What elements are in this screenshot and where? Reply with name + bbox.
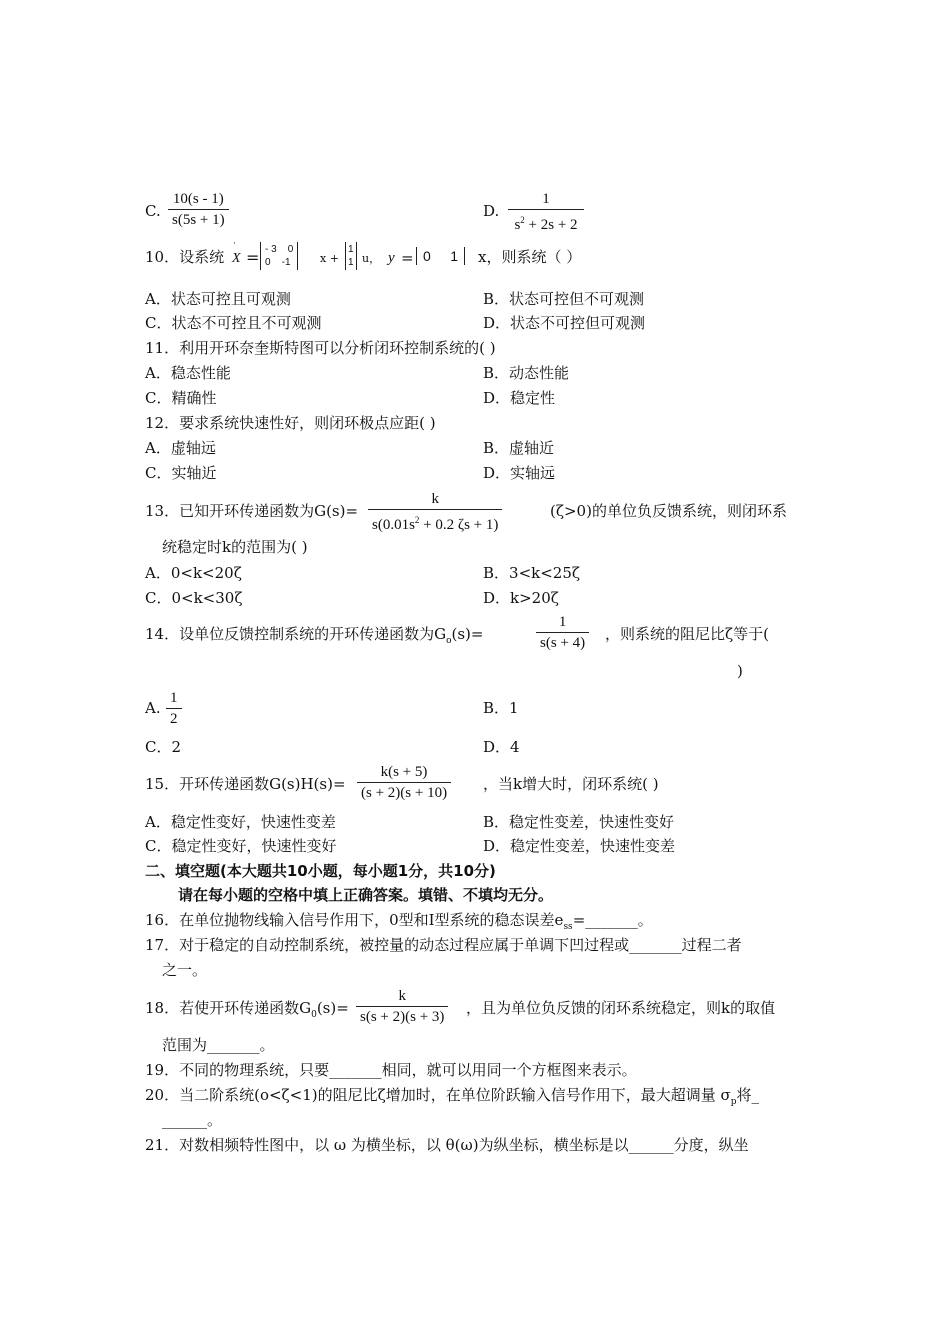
q21-text: 21．对数相频特性图中，以 ω 为横坐标，以 θ(ω)为纵坐标，横坐标是以______分度，纵坐 (145, 1136, 749, 1154)
q14-option-a-fraction (166, 688, 182, 729)
q10-option-a: A．状态可控且可观测 (145, 290, 291, 308)
q10-x-plus: x + (320, 252, 339, 265)
q14-prefix: 14．设单位反馈控制系统的开环传递函数为$G_o(s)=$ (145, 625, 484, 646)
q10-option-c: C．状态不可控且不可观测 (145, 314, 322, 332)
q10-dot: ˙ (232, 242, 237, 253)
q10-u: u， (362, 252, 381, 265)
q11-option-a: A．稳态性能 (145, 364, 231, 382)
q13-continuation: 统稳定时k的范围为( ) (162, 538, 308, 556)
q9-option-c-label: C. (145, 202, 161, 220)
q13-option-d: D．k>20ζ (483, 589, 559, 607)
q12-stem: 12．要求系统快速性好，则闭环极点应距( ) (145, 414, 436, 432)
q13-fraction (368, 489, 502, 535)
q13-suffix: (ζ>0)的单位负反馈系统，则闭环系 (550, 502, 787, 520)
q14-fraction (536, 612, 589, 653)
q12-option-c: C．实轴近 (145, 464, 217, 482)
q11-stem: 11．利用开环奈奎斯特图可以分析闭环控制系统的( ) (145, 339, 496, 357)
q11-option-b: B．动态性能 (483, 364, 570, 382)
q15-option-c: C．稳定性变好，快速性变好 (145, 837, 337, 855)
fraction-numerator: 10(s - 1) (172, 191, 224, 207)
fraction-denominator: s(5s + 1) (172, 212, 225, 228)
q10-matrix-b: 1 1 (345, 242, 357, 270)
q10-matrix-c: 0 1 (416, 247, 465, 265)
fraction-denominator: (s + 2)(s + 10) (361, 785, 448, 801)
q15-prefix: 15．开环传递函数G(s)H(s)= (145, 775, 346, 793)
q10-equals: = (246, 248, 260, 267)
q17-line-2: 之一。 (162, 961, 208, 979)
q9-option-d-fraction (508, 189, 584, 235)
q14-option-d: D．4 (483, 738, 520, 756)
q9-option-d-label: D. (483, 202, 500, 220)
fraction-denominator: $s^2 + 2s + 2$ (514, 215, 578, 233)
fraction-denominator: s(s + 2)(s + 3) (360, 1009, 445, 1025)
q10-suffix: x，则系统（ ） (478, 248, 582, 266)
q15-suffix: ，当k增大时，闭环系统( ) (483, 775, 659, 793)
fraction-denominator: s(s + 4) (540, 635, 586, 651)
q19-text: 19．不同的物理系统，只要_______相同，就可以用同一个方框图来表示。 (145, 1061, 637, 1079)
section-2-instructions: 请在每小题的空格中填上正确答案。填错、不填均无分。 (178, 886, 554, 904)
q9-option-c-fraction (168, 189, 229, 230)
q10-matrix-a: - 3 0 0 -1 (260, 242, 298, 270)
q14-option-a-label: A. (145, 699, 161, 717)
q10-option-b: B．状态可控但不可观测 (483, 290, 645, 308)
q12-option-a: A．虚轴远 (145, 439, 216, 457)
q18-continuation: 范围为_______。 (162, 1036, 275, 1054)
fraction-denominator: $s(0.01s^2 + 0.2$ ζs + 1) (372, 515, 499, 533)
q15-option-a: A．稳定性变好，快速性变差 (145, 813, 336, 831)
q14-suffix: ，则系统的阻尼比ζ等于( (605, 625, 769, 643)
q12-option-b: B．虚轴近 (483, 439, 555, 457)
q20-text: 20．当二阶系统(o<ζ<1)的阻尼比ζ增加时，在单位阶跃输入信号作用下，最大超调量 $\sigma_p$将_ (145, 1086, 760, 1107)
q13-option-c: C．0<k<30ζ (145, 589, 243, 607)
fraction-denominator: 2 (170, 711, 178, 727)
q10-option-d: D．状态不可控但可观测 (483, 314, 646, 332)
q13-prefix: 13．已知开环传递函数为G(s)= (145, 502, 359, 520)
q13-option-a: A．0<k<20ζ (145, 564, 242, 582)
q18-prefix: 18．若使开环传递函数$G_0(s)=$ (145, 999, 349, 1020)
q11-option-d: D．稳定性 (483, 389, 556, 407)
fraction-numerator: 1 (558, 614, 567, 630)
fraction-numerator: 1 (170, 690, 178, 706)
q16-text: 16．在单位抛物线输入信号作用下，0型和Ⅰ型系统的稳态误差$e_{ss}=\_\_\_\_\_\_\_$。 (145, 911, 653, 932)
q15-option-d: D．稳定性变差，快速性变差 (483, 837, 676, 855)
fraction-numerator: k (398, 988, 406, 1004)
q10-y: y (388, 250, 395, 266)
fraction-numerator: k (431, 491, 439, 507)
q10-equals-2: = (401, 249, 414, 267)
q18-fraction (356, 986, 448, 1027)
q18-suffix: ，且为单位负反馈的闭环系统稳定，则k的取值 (466, 999, 776, 1017)
q10-xdot: X (232, 251, 241, 266)
q13-option-b: B．3<k<25ζ (483, 564, 581, 582)
fraction-numerator: k(s + 5) (380, 764, 428, 780)
q15-fraction (357, 762, 451, 803)
q14-option-c: C．2 (145, 738, 182, 756)
q12-option-d: D．实轴远 (483, 464, 556, 482)
q17-line-1: 17．对于稳定的自动控制系统，被控量的动态过程应属于单调下凹过程或_______过程二者 (145, 936, 742, 954)
fraction-numerator: 1 (542, 191, 550, 207)
q20-continuation: ______。 (162, 1111, 223, 1129)
q14-option-b: B．1 (483, 699, 519, 717)
q14-close-paren: ) (737, 662, 743, 680)
q11-option-c: C．精确性 (145, 389, 217, 407)
q10-prefix: 10．设系统 (145, 248, 225, 266)
section-2-title: 二、填空题(本大题共10小题，每小题1分，共10分) (145, 862, 496, 880)
q15-option-b: B．稳定性变差，快速性变好 (483, 813, 675, 831)
